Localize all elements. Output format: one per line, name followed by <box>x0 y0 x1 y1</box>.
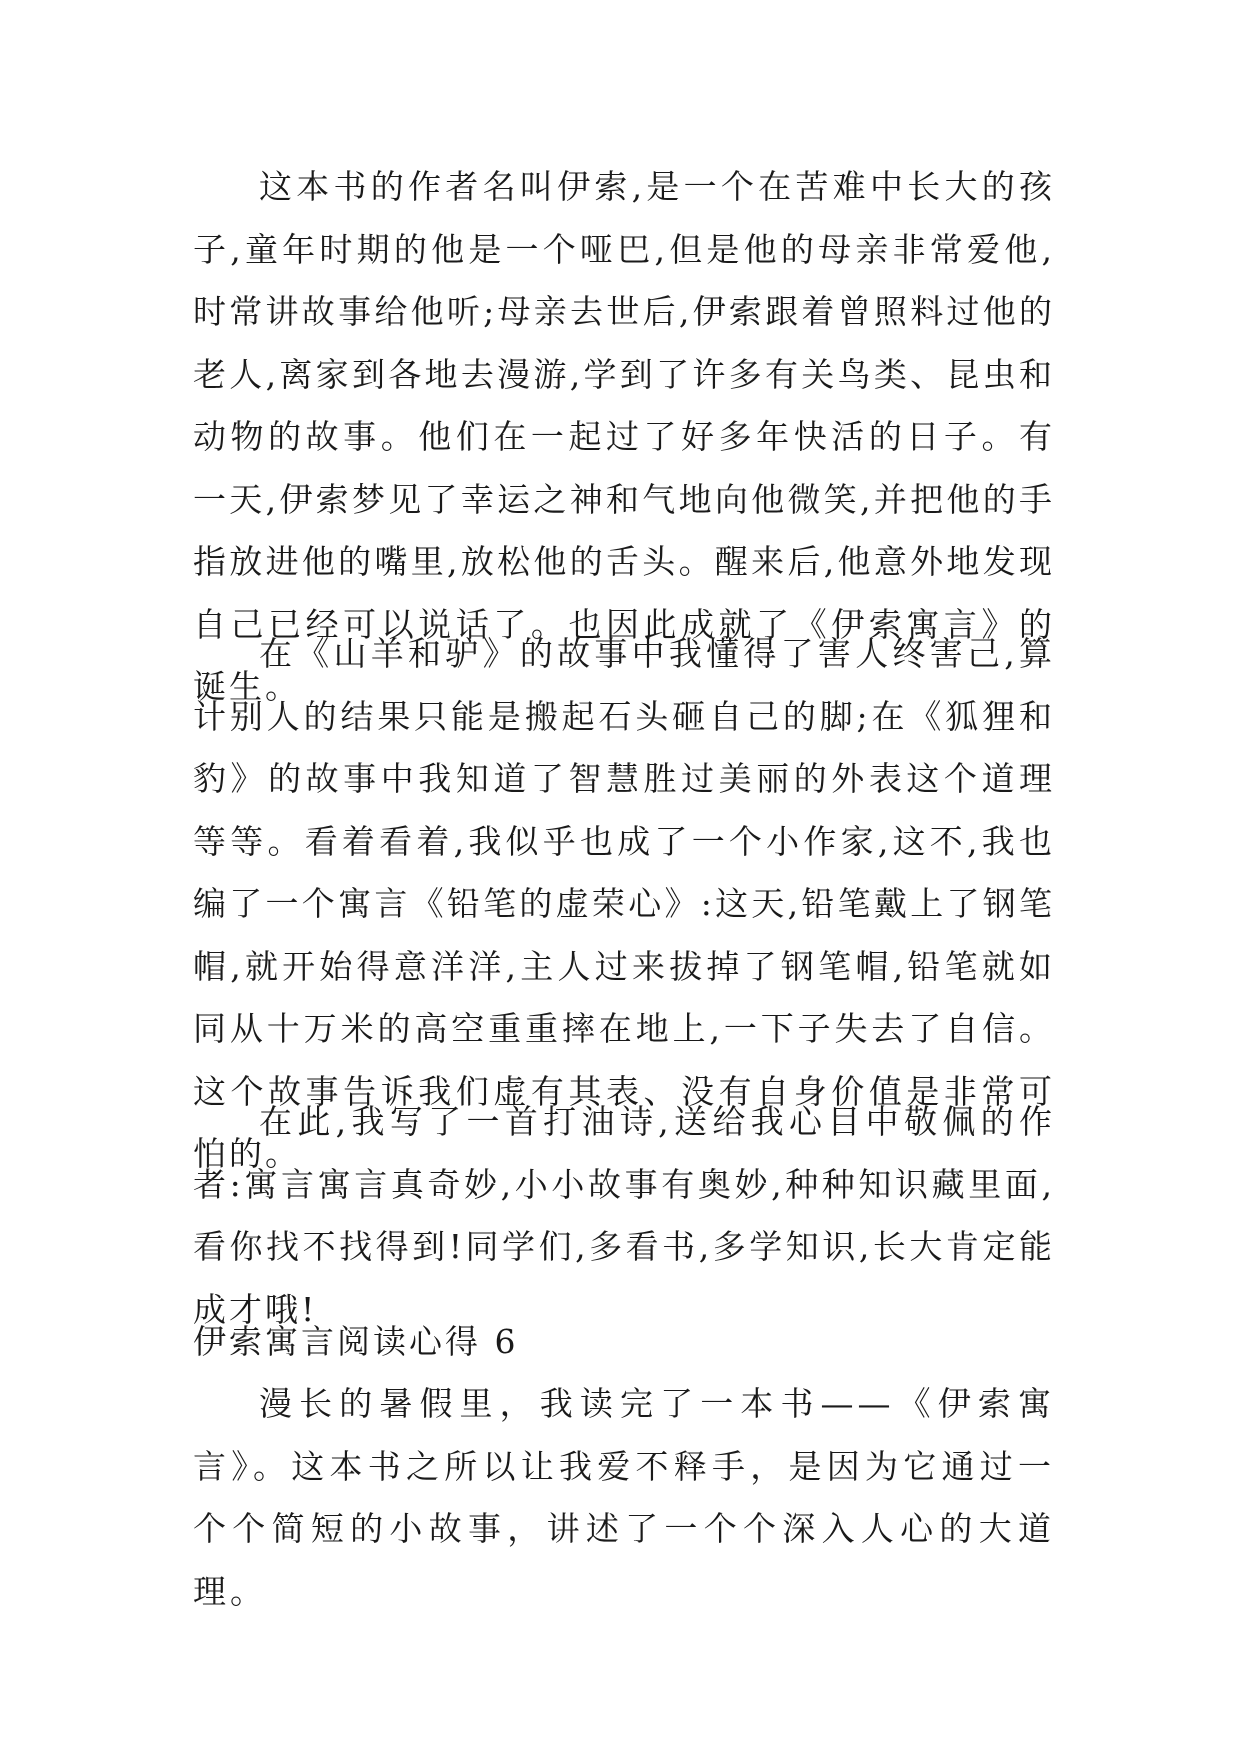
body-paragraph-2: 在《山羊和驴》的故事中我懂得了害人终害己,算计别人的结果只能是搬起石头砸自己的脚;在《狐狸和豹》的故事中我知道了智慧胜过美丽的外表这个道理等等。看着看着,我似乎也成了一个小作家,这不,我也编了一个寓言《铅笔的虚荣心》:这天,铅笔戴上了钢笔帽,就开始得意洋洋,主人过来拔掉了钢笔帽,铅笔就如同从十万米的高空重重摔在地上,一下子失去了自信。这个故事告诉我们虚有其表、没有自身价值是非常可怕的。 <box>193 634 1055 1173</box>
body-paragraph-1: 这本书的作者名叫伊索,是一个在苦难中长大的孩子,童年时期的他是一个哑巴,但是他的母亲非常爱他,时常讲故事给他听;母亲去世后,伊索跟着曾照料过他的老人,离家到各地去漫游,学到了许多有关鸟类、昆虫和动物的故事。他们在一起过了好多年快活的日子。有一天,伊索梦见了幸运之神和气地向他微笑,并把他的手指放进他的嘴里,放松他的舌头。醒来后,他意外地发现自己已经可以说话了。也因此成就了《伊索寓言》的诞生。 <box>193 167 1055 706</box>
section-heading: 伊索寓言阅读心得 6 <box>193 1322 519 1361</box>
section-paragraph: 漫长的暑假里，我读完了一本书——《伊索寓言》。这本书之所以让我爱不释手，是因为它通过一个个简短的小故事，讲述了一个个深入人心的大道理。 <box>193 1384 1055 1611</box>
body-paragraph-3: 在此,我写了一首打油诗,送给我心目中敬佩的作者:寓言寓言真奇妙,小小故事有奥妙,种种知识藏里面,看你找不找得到!同学们,多看书,多学知识,长大肯定能成才哦! <box>193 1102 1055 1329</box>
